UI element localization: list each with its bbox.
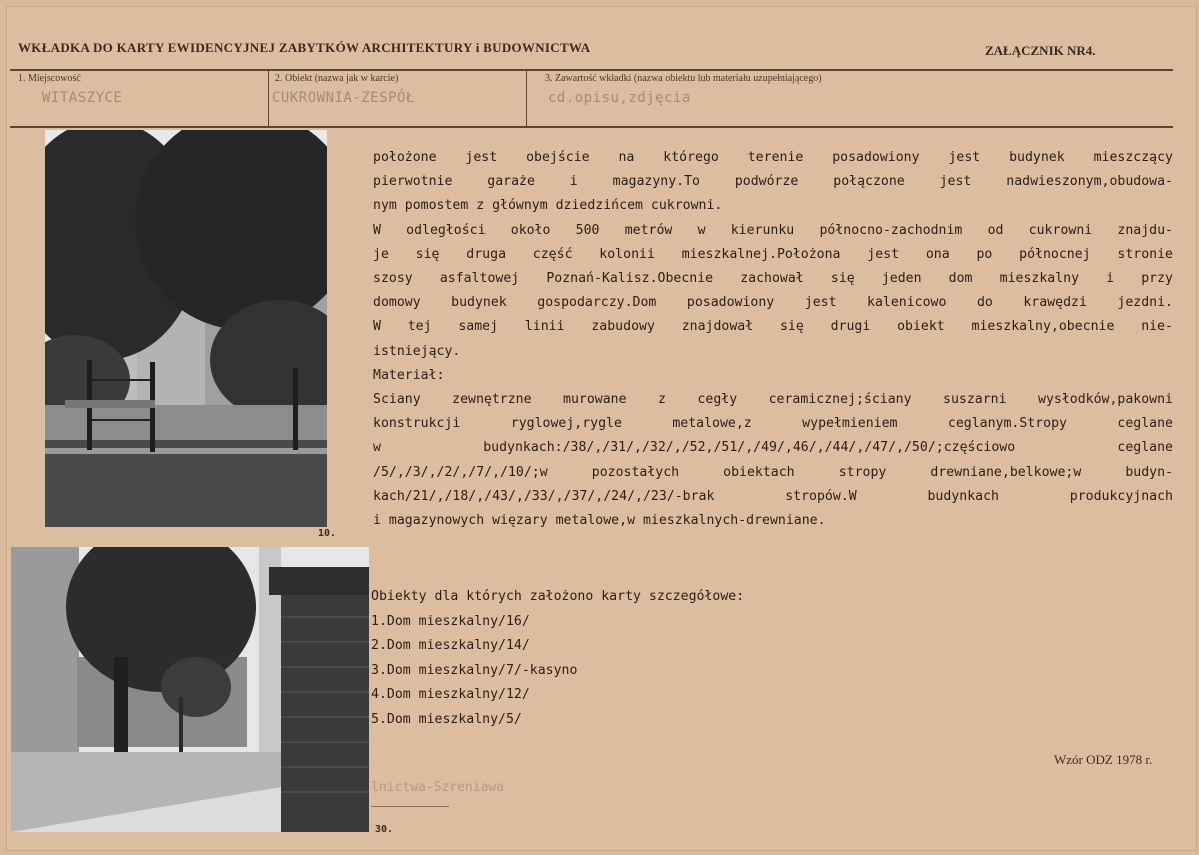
photo-number-2: 30. [375, 824, 394, 835]
text-line: /5/,/3/,/2/,/7/,/10/;w pozostałych obiektach stropy drewniane,belkowe;w budyn- [373, 464, 1173, 480]
field-label-contents: 3. Zawartość wkładki (nazwa obiektu lub materiału uzupełniającego) [545, 73, 822, 84]
text-line: położone jest obejście na którego terenie posadowiony jest budynek mieszczący [373, 150, 1173, 165]
header-rule-bottom [10, 126, 1173, 128]
list-heading: Obiekty dla których założono karty szczegółowe: [371, 589, 745, 604]
text-line: W tej samej linii zabudowy znajdował się drugi obiekt mieszkalny,obecnie nie- [373, 319, 1173, 335]
list-item: 2.Dom mieszkalny/14/ [371, 638, 530, 653]
text-line: pierwotnie garaże i magazyny.To podwórze połączone jest nadwieszonym,obudowa- [373, 174, 1173, 190]
list-item: 5.Dom mieszkalny/5/ [371, 711, 522, 727]
text-line: Sciany zewnętrzne murowane z cegły ceramicznej;ściany suszarni wysłodków,pakowni [373, 392, 1173, 408]
text-line: nym pomostem z głównym dziedzińcem cukrowni. [373, 198, 723, 214]
description-text [373, 146, 1173, 533]
card-title: WKŁADKA DO KARTY EWIDENCYJNEJ ZABYTKÓW ARCHITEKTURY i BUDOWNICTWA [18, 40, 591, 55]
text-line: W odległości około 500 metrów w kierunku północno-zachodnim od cukrowni znajdu- [373, 222, 1173, 238]
text-line: i magazynowych więzary metalowe,w mieszkalnych-drewniane. [373, 513, 826, 529]
faint-rule [371, 806, 449, 807]
field-value-object: CUKROWNIA-ZESPÓŁ [272, 90, 415, 106]
field-value-locality: WITASZYCE [42, 90, 123, 106]
text-line: szosy asfaltowej Poznań-Kalisz.Obecnie zachował się jeden dom mieszkalny i przy [373, 271, 1173, 287]
field-label-object: 2. Obiekt (nazwa jak w karcie) [275, 73, 399, 84]
text-line: domowy budynek gospodarczy.Dom posadowiony jest kalenicowo do krawędzi jezdni. [373, 295, 1173, 311]
detailed-cards-list [371, 585, 744, 732]
material-heading: Materiał: [373, 367, 445, 383]
field-divider-1 [268, 70, 269, 126]
text-line: kach/21/,/18/,/43/,/33/,/37/,/24/,/23/-brak stropów.W budynkach produkcyjnach [373, 488, 1173, 504]
photo-street-with-brick-pillar [11, 547, 369, 832]
list-item: 1.Dom mieszkalny/16/ [371, 613, 530, 629]
field-label-locality: 1. Miejscowość [18, 73, 81, 84]
faded-stamp-text: lnictwa-Szreniawa [371, 780, 505, 795]
list-item: 3.Dom mieszkalny/7/-kasyno [371, 662, 578, 678]
field-divider-2 [526, 70, 527, 126]
text-line: konstrukcji ryglowej,rygle metalowe,z wypełmieniem ceglanym.Stropy ceglane [373, 416, 1173, 432]
photo-tower-behind-trees [45, 130, 327, 527]
field-value-contents: cd.opisu,zdjęcia [548, 90, 691, 106]
text-line: istniejący. [373, 343, 461, 359]
header-rule-top [10, 69, 1173, 71]
photo-number-1: 10. [318, 528, 337, 539]
list-item: 4.Dom mieszkalny/12/ [371, 687, 530, 702]
form-version: Wzór ODZ 1978 r. [1054, 752, 1153, 767]
text-line: w budynkach:/38/,/31/,/32/,/52,/51/,/49/,46/,/44/,/47/,/50/;częściowo ceglane [373, 440, 1173, 456]
text-line: je się druga część kolonii mieszkalnej.Położona jest ona po północnej stronie [373, 246, 1173, 262]
annex-number: ZAŁĄCZNIK NR4. [985, 43, 1096, 58]
